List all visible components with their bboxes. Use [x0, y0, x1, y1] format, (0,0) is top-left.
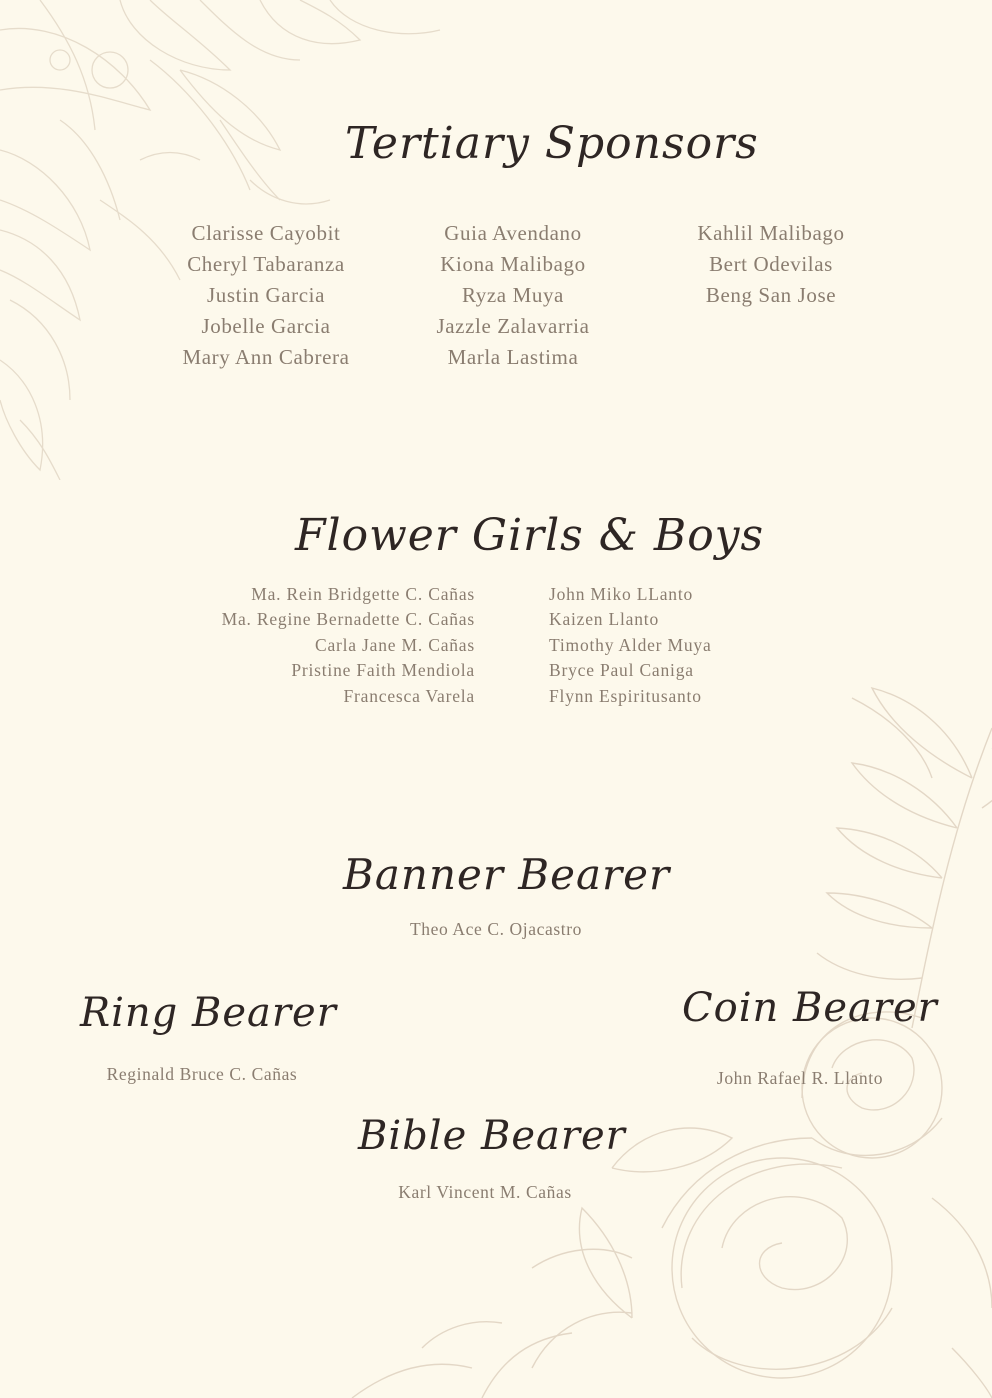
flower-boys-list [549, 582, 809, 709]
flower-boy-name: Timothy Alder Muya [549, 634, 712, 655]
sponsor-name: Guia Avendano [444, 221, 582, 245]
banner-bearer-heading: Banner Bearer [343, 850, 671, 899]
sponsor-name: Cheryl Tabaranza [187, 252, 345, 276]
banner-bearer-name: Theo Ace C. Ojacastro [410, 919, 582, 939]
flower-boy-name: Kaizen Llanto [549, 609, 660, 630]
sponsor-name: Marla Lastima [447, 345, 579, 369]
bible-bearer-heading: Bible Bearer [358, 1113, 626, 1159]
flower-girl-name: Carla Jane M. Cañas [314, 634, 475, 655]
coin-bearer-heading: Coin Bearer [682, 985, 938, 1031]
sponsor-name: Justin Garcia [206, 283, 326, 307]
tertiary-sponsors-column-3 [671, 218, 871, 311]
ring-bearer-name: Reginald Bruce C. Cañas [106, 1064, 298, 1084]
sponsor-name: Mary Ann Cabrera [182, 345, 350, 369]
sponsor-name: Bert Odevilas [709, 252, 833, 276]
flower-girl-name: Ma. Rein Bridgette C. Cañas [251, 584, 475, 604]
sponsor-name: Ryza Muya [462, 283, 564, 307]
flower-boy-name: Flynn Espiritusanto [549, 685, 702, 706]
sponsor-name: Clarisse Cayobit [191, 221, 341, 245]
flower-girl-name: Pristine Faith Mendiola [291, 660, 475, 681]
tertiary-sponsors-column-1 [166, 218, 366, 373]
ring-bearer-heading: Ring Bearer [80, 990, 337, 1036]
flower-boy-name: John Miko LLanto [549, 584, 694, 604]
sponsor-name: Kiona Malibago [440, 252, 586, 276]
flower-girls-boys-heading: Flower Girls & Boys [295, 510, 765, 561]
sponsor-name: Beng San Jose [705, 283, 837, 307]
coin-bearer-name: John Rafael R. Llanto [716, 1068, 884, 1088]
tertiary-sponsors-column-2 [413, 218, 613, 373]
sponsor-name: Kahlil Malibago [697, 221, 845, 245]
flower-girl-name: Francesca Varela [343, 685, 475, 706]
tertiary-sponsors-heading: Tertiary Sponsors [345, 118, 759, 169]
sponsor-name: Jazzle Zalavarria [436, 314, 590, 338]
flower-boy-name: Bryce Paul Caniga [549, 660, 694, 681]
flower-girl-name: Ma. Regine Bernadette C. Cañas [221, 609, 475, 630]
sponsor-name: Jobelle Garcia [201, 314, 331, 338]
bible-bearer-name: Karl Vincent M. Cañas [398, 1182, 572, 1202]
floral-bottom-right-decoration [332, 668, 992, 1398]
flower-girls-list [150, 582, 475, 709]
